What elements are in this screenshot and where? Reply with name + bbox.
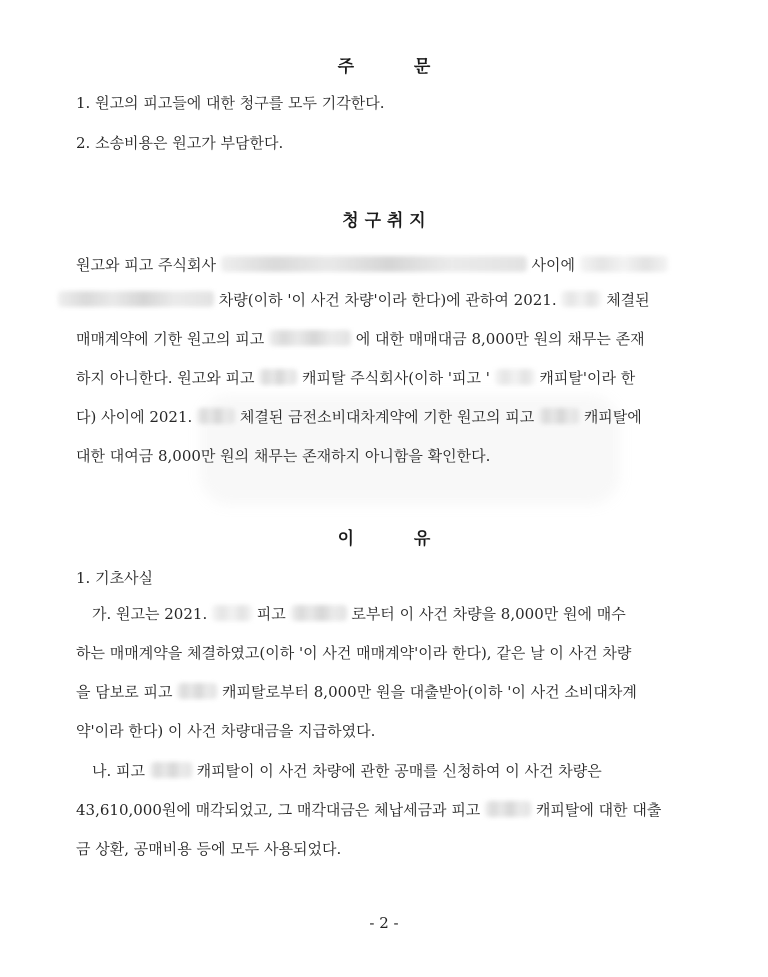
text: 원고와 피고 주식회사 — [76, 256, 216, 274]
heading-char: 유 — [413, 529, 431, 549]
heading-char: 문 — [413, 57, 431, 77]
text: 사이에 — [531, 256, 575, 274]
redaction — [259, 369, 297, 385]
reason-line-1 — [92, 603, 626, 625]
text: 차량(이하 '이 사건 차량'이라 한다)에 관하여 2021. — [218, 291, 557, 309]
text: 캐피탈로부터 8,000만 원을 대출받아(이하 '이 사건 소비대차계 — [222, 683, 637, 701]
reason-line-5 — [92, 760, 602, 782]
text: 피고 — [256, 605, 286, 623]
heading-char: 이 — [337, 529, 355, 549]
text: 체결된 — [606, 291, 650, 309]
redaction — [580, 256, 668, 272]
text: 체결된 금전소비대차계약에 기한 원고의 피고 — [239, 408, 535, 426]
reason-line-4: 약'이라 한다) 이 사건 차량대금을 지급하였다. — [76, 722, 376, 740]
text: 캐피탈 주식회사(이하 '피고 ' — [302, 369, 490, 387]
reason-heading — [0, 524, 768, 549]
judgment-item-1: 1. 원고의 피고들에 대한 청구를 모두 기각한다. — [76, 94, 385, 112]
reason-line-6 — [76, 799, 661, 821]
claim-line-2 — [58, 289, 650, 311]
judgment-heading — [0, 52, 768, 77]
claim-line-5 — [76, 406, 642, 428]
text: 로부터 이 사건 차량을 8,000만 원에 매수 — [351, 605, 626, 623]
redaction — [495, 369, 535, 385]
claim-line-4 — [76, 367, 635, 389]
redaction — [485, 801, 531, 817]
reason-subheading: 1. 기초사실 — [76, 569, 154, 587]
reason-line-7: 금 상환, 공매비용 등에 모두 사용되었다. — [76, 840, 342, 858]
reason-line-3 — [76, 681, 637, 703]
text: 을 담보로 피고 — [76, 683, 173, 701]
redaction — [561, 291, 601, 307]
text: 나. 피고 — [92, 762, 146, 780]
redaction — [150, 762, 192, 778]
text: 캐피탈이 이 사건 차량에 관한 공매를 신청하여 이 사건 차량은 — [196, 762, 602, 780]
redaction — [269, 330, 351, 346]
text: 하지 아니한다. 원고와 피고 — [76, 369, 255, 387]
redaction — [177, 683, 217, 699]
text: 캐피탈'이라 한 — [539, 369, 636, 387]
text: 매매계약에 기한 원고의 피고 — [76, 330, 265, 348]
redaction — [291, 605, 347, 621]
redaction — [58, 291, 214, 307]
text: 43,610,000원에 매각되었고, 그 매각대금은 체납세금과 피고 — [76, 801, 481, 819]
claim-line-3 — [76, 328, 645, 350]
redaction — [539, 408, 579, 424]
redaction — [212, 605, 252, 621]
reason-line-2: 하는 매매계약을 체결하였고(이하 '이 사건 매매계약'이라 한다), 같은 날 이 사건 차량 — [76, 644, 632, 662]
claim-line-6: 대한 대여금 8,000만 원의 채무는 존재하지 아니함을 확인한다. — [76, 447, 491, 465]
text: 다) 사이에 2021. — [76, 408, 193, 426]
redaction — [221, 256, 527, 272]
redaction — [197, 408, 235, 424]
judgment-item-2: 2. 소송비용은 원고가 부담한다. — [76, 134, 284, 152]
claim-heading: 청 구 취 지 — [342, 211, 426, 231]
page-number: - 2 - — [369, 914, 399, 932]
claim-line-1 — [76, 254, 668, 276]
text: 캐피탈에 대한 대출 — [535, 801, 662, 819]
text: 캐피탈에 — [583, 408, 642, 426]
text: 가. 원고는 2021. — [92, 605, 208, 623]
heading-char: 주 — [337, 57, 355, 77]
text: 에 대한 매매대금 8,000만 원의 채무는 존재 — [355, 330, 645, 348]
